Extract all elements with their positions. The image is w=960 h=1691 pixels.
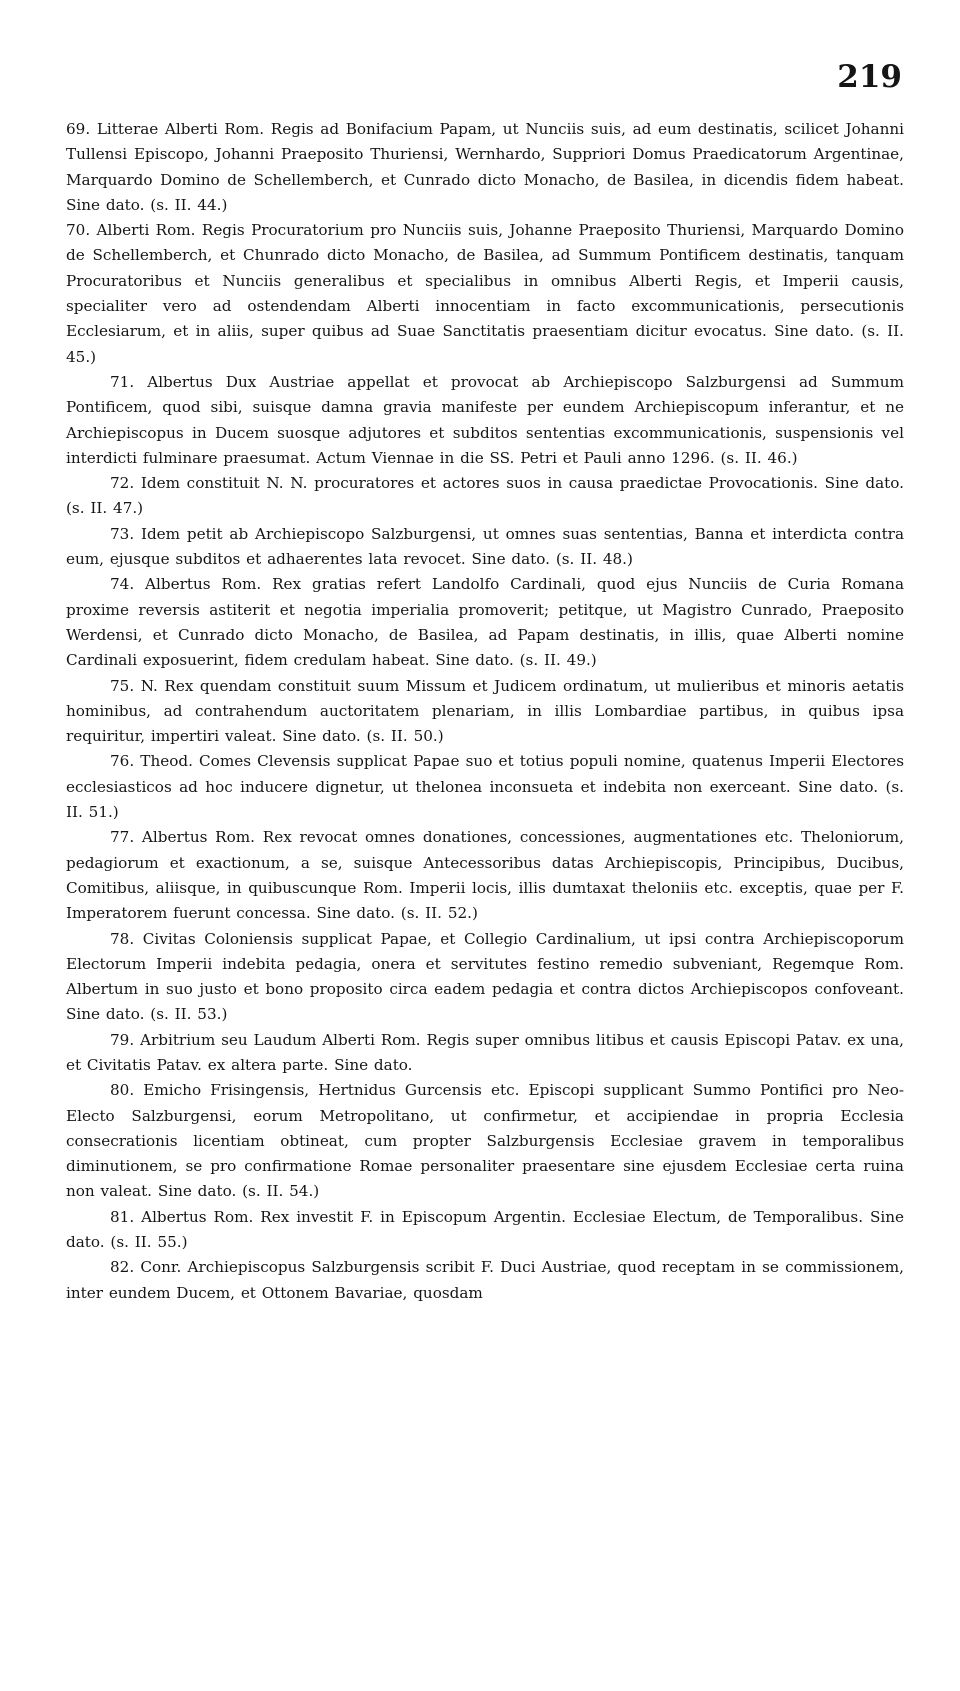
entry-77: 77. Albertus Rom. Rex revocat omnes donationes, concessiones, augmentationes etc. Theloniorum, pedagiorum et exactionum, a se, suisque Antecessoribus datas Archiepiscopis, Principibus, Ducibus, Comitibus, aliisque, in quibuscunque Rom. Imperii locis, illis dumtaxat theloniis etc. exceptis, quae per F. Imperatorem fuerunt concessa. Sine dato. (s. II. 52.) xyxy=(66,828,904,923)
entry-76: 76. Theod. Comes Clevensis supplicat Papae suo et totius populi nomine, quatenus Imperii Electores ecclesiasticos ad hoc inducere dignetur, ut thelonea inconsueta et indebita non exerceant. Sine dato. (s. II. 51.) xyxy=(66,752,904,822)
entry-list xyxy=(66,117,904,1306)
page-number: 219 xyxy=(837,59,902,95)
entry-80: 80. Emicho Frisingensis, Hertnidus Gurcensis etc. Episcopi supplicant Summo Pontifici pro Neo-Electo Salzburgensi, eorum Metropolitano, ut confirmetur, et accipiendae in propria Ecclesia consecrationis licentiam obtineat, cum propter Salzburgensis Ecclesiae gravem in temporalibus diminutionem, se pro confirmatione Romae personaliter praesentare sine ejusdem Ecclesiae certa ruina non valeat. Sine dato. (s. II. 54.) xyxy=(66,1081,904,1201)
entry-79: 79. Arbitrium seu Laudum Alberti Rom. Regis super omnibus litibus et causis Episcopi Patav. ex una, et Civitatis Patav. ex altera parte. Sine dato. xyxy=(66,1030,904,1074)
entry-82: 82. Conr. Archiepiscopus Salzburgensis scribit F. Duci Austriae, quod receptam in se commissionem, inter eundem Ducem, et Ottonem Bavariae, quosdam xyxy=(66,1258,904,1302)
entry-71: 71. Albertus Dux Austriae appellat et provocat ab Archiepiscopo Salzburgensi ad Summum Pontificem, quod sibi, suisque damna gravia manifeste per eundem Archiepiscopum inferantur, et ne Archiepiscopus in Ducem suosque adjutores et subditos sententias excommunicationis, suspensionis vel interdicti fulminare praesumat. Actum Viennae in die SS. Petri et Pauli anno 1296. (s. II. 46.) xyxy=(66,372,904,467)
entry-69: 69. Litterae Alberti Rom. Regis ad Bonifacium Papam, ut Nunciis suis, ad eum destinatis, scilicet Johanni Tullensi Episcopo, Johanni Praeposito Thuriensi, Wernhardo, Suppriori Domus Praedicatorum Argentinae, Marquardo Domino de Schellemberch, et Cunrado dicto Monacho, de Basilea, in dicendis fidem habeat. Sine dato. (s. II. 44.) xyxy=(66,120,904,214)
entry-78: 78. Civitas Coloniensis supplicat Papae, et Collegio Cardinalium, ut ipsi contra Archiepiscoporum Electorum Imperii indebita pedagia, onera et servitutes festino remedio subveniant, Regemque Rom. Albertum in suo justo et bono proposito circa eadem pedagia et contra dictos Archiepiscopos confoveant. Sine dato. (s. II. 53.) xyxy=(66,929,904,1024)
entry-81: 81. Albertus Rom. Rex investit F. in Episcopum Argentin. Ecclesiae Electum, de Temporalibus. Sine dato. (s. II. 55.) xyxy=(66,1207,904,1252)
entry-75: 75. N. Rex quendam constituit suum Missum et Judicem ordinatum, ut mulieribus et minoris aetatis hominibus, ad contrahendum auctoritatem plenariam, in illis Lombardiae partibus, in quibus ipsa requiritur, impertiri valeat. Sine dato. (s. II. 50.) xyxy=(66,676,904,746)
entry-70: 70. Alberti Rom. Regis Procuratorium pro Nunciis suis, Johanne Praeposito Thuriensi, Marquardo Domino de Schellemberch, et Chunrado dicto Monacho, de Basilea, ad Summum Pontificem destinatis, tanquam Procuratoribus et Nunciis generalibus et specialibus in omnibus Alberti Regis, et Imperii causis, specialiter vero ad ostendendam Alberti innocentiam in facto excommunicationis, persecutionis Ecclesiarum, et in aliis, super quibus ad Suae Sanctitatis praesentiam dicitur evocatus. Sine dato. (s. II. 45.) xyxy=(66,221,904,366)
entry-72: 72. Idem constituit N. N. procuratores et actores suos in causa praedictae Provocationis. Sine dato. (s. II. 47.) xyxy=(66,474,904,518)
document-page xyxy=(66,52,904,1306)
entry-73: 73. Idem petit ab Archiepiscopo Salzburgensi, ut omnes suas sententias, Banna et interdicta contra eum, ejusque subditos et adhaerentes lata revocet. Sine dato. (s. II. 48.) xyxy=(66,524,904,569)
entry-74: 74. Albertus Rom. Rex gratias refert Landolfo Cardinali, quod ejus Nunciis de Curia Romana proxime reversis astiterit et negotia imperialia promoverit; petitque, ut Magistro Cunrado, Praeposito Werdensi, et Cunrado dicto Monacho, de Basilea, ad Papam destinatis, in illis, quae Alberti nomine Cardinali exposuerint, fidem credulam habeat. Sine dato. (s. II. 49.) xyxy=(66,575,904,670)
